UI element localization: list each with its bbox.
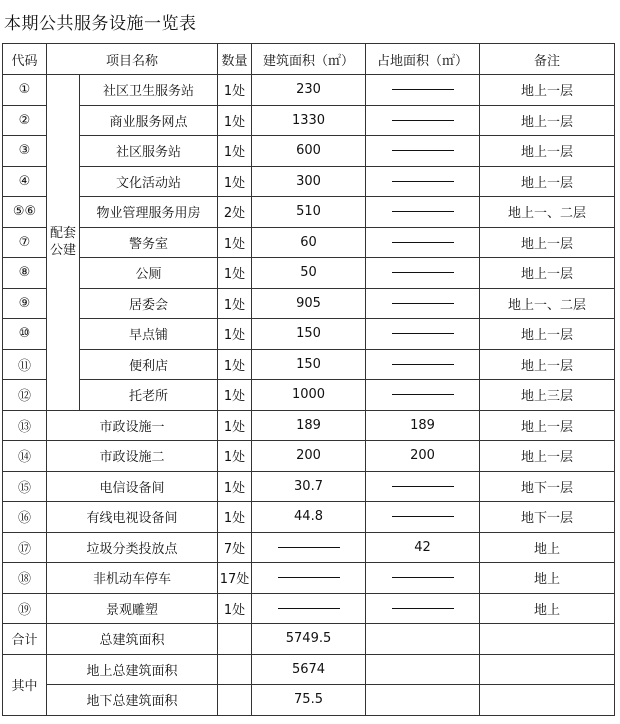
table-row xyxy=(3,227,615,258)
row-area xyxy=(252,563,366,594)
row-land xyxy=(366,258,480,289)
row-qty: 2处 xyxy=(218,197,252,228)
row-name: 市政设施一 xyxy=(47,410,218,441)
row-note: 地上 xyxy=(480,563,615,594)
dash-line xyxy=(392,333,454,334)
table-row xyxy=(3,441,615,472)
row-qty: 1处 xyxy=(218,441,252,472)
row-area: 50 xyxy=(252,258,366,289)
row-name: 物业管理服务用房 xyxy=(80,197,218,228)
row-code: ⑭ xyxy=(3,441,47,472)
row-qty: 1处 xyxy=(218,136,252,167)
page-title: 本期公共服务设施一览表 xyxy=(4,14,197,34)
row-name: 托老所 xyxy=(80,380,218,411)
row-land xyxy=(366,288,480,319)
row-name: 居委会 xyxy=(80,288,218,319)
row-area: 510 xyxy=(252,197,366,228)
dash-line xyxy=(392,577,454,578)
header-land-area: 占地面积（㎡） xyxy=(366,44,480,75)
total-row xyxy=(3,624,615,655)
row-name: 社区卫生服务站 xyxy=(80,75,218,106)
table-row xyxy=(3,197,615,228)
dash-line xyxy=(392,272,454,273)
row-name: 垃圾分类投放点 xyxy=(47,532,218,563)
dash-line xyxy=(392,211,454,212)
dash-line xyxy=(392,303,454,304)
above-name: 地上总建筑面积 xyxy=(47,654,218,685)
row-name: 警务室 xyxy=(80,227,218,258)
row-note: 地上一层 xyxy=(480,410,615,441)
row-qty: 1处 xyxy=(218,502,252,533)
category-label: 配套 公建 xyxy=(47,75,80,411)
row-code: ⑩ xyxy=(3,319,47,350)
row-code: ① xyxy=(3,75,47,106)
row-code: ③ xyxy=(3,136,47,167)
dash-line xyxy=(392,242,454,243)
row-area: 200 xyxy=(252,441,366,472)
table-row xyxy=(3,532,615,563)
row-land xyxy=(366,380,480,411)
row-area: 905 xyxy=(252,288,366,319)
row-code: ⑨ xyxy=(3,288,47,319)
row-qty: 1处 xyxy=(218,227,252,258)
row-note: 地上一层 xyxy=(480,349,615,380)
dash-line xyxy=(392,181,454,182)
header-name: 项目名称 xyxy=(47,44,218,75)
row-name: 电信设备间 xyxy=(47,471,218,502)
row-land xyxy=(366,349,480,380)
dash-line xyxy=(392,150,454,151)
empty-cell xyxy=(480,624,615,655)
above-value: 5674 xyxy=(252,654,366,685)
row-code: ⑮ xyxy=(3,471,47,502)
table-row xyxy=(3,563,615,594)
row-land: 189 xyxy=(366,410,480,441)
row-area: 60 xyxy=(252,227,366,258)
row-land xyxy=(366,136,480,167)
row-qty: 1处 xyxy=(218,75,252,106)
empty-cell xyxy=(366,685,480,716)
row-area: 1330 xyxy=(252,105,366,136)
row-name: 便利店 xyxy=(80,349,218,380)
row-code: ⑤⑥ xyxy=(3,197,47,228)
row-note: 地上 xyxy=(480,593,615,624)
total-value: 5749.5 xyxy=(252,624,366,655)
row-name: 文化活动站 xyxy=(80,166,218,197)
row-land xyxy=(366,75,480,106)
empty-cell xyxy=(366,624,480,655)
table-row xyxy=(3,471,615,502)
above-ground-row xyxy=(3,654,615,685)
row-land xyxy=(366,563,480,594)
row-area: 230 xyxy=(252,75,366,106)
row-area: 300 xyxy=(252,166,366,197)
row-code: ⑪ xyxy=(3,349,47,380)
row-area: 44.8 xyxy=(252,502,366,533)
row-note: 地上 xyxy=(480,532,615,563)
row-note: 地上三层 xyxy=(480,380,615,411)
row-name: 市政设施二 xyxy=(47,441,218,472)
row-land xyxy=(366,502,480,533)
row-qty: 1处 xyxy=(218,258,252,289)
table-row xyxy=(3,105,615,136)
dash-line xyxy=(392,364,454,365)
empty-cell xyxy=(218,685,252,716)
row-qty: 1处 xyxy=(218,166,252,197)
row-note: 地上一层 xyxy=(480,105,615,136)
empty-cell xyxy=(480,685,615,716)
row-land xyxy=(366,471,480,502)
row-code: ⑦ xyxy=(3,227,47,258)
row-land: 200 xyxy=(366,441,480,472)
row-code: ⑯ xyxy=(3,502,47,533)
row-land xyxy=(366,319,480,350)
row-note: 地上一层 xyxy=(480,136,615,167)
header-code: 代码 xyxy=(3,44,47,75)
row-name: 非机动车停车 xyxy=(47,563,218,594)
row-qty: 1处 xyxy=(218,593,252,624)
row-note: 地下一层 xyxy=(480,471,615,502)
row-qty: 1处 xyxy=(218,105,252,136)
dash-line xyxy=(278,608,340,609)
dash-line xyxy=(392,120,454,121)
dash-line xyxy=(278,547,340,548)
empty-cell xyxy=(218,654,252,685)
below-name: 地下总建筑面积 xyxy=(47,685,218,716)
row-name: 早点铺 xyxy=(80,319,218,350)
table-row xyxy=(3,319,615,350)
of-which-label: 其中 xyxy=(3,654,47,715)
row-note: 地上一层 xyxy=(480,319,615,350)
row-note: 地上一层 xyxy=(480,75,615,106)
row-land xyxy=(366,593,480,624)
row-note: 地上一、二层 xyxy=(480,288,615,319)
row-name: 社区服务站 xyxy=(80,136,218,167)
row-area: 1000 xyxy=(252,380,366,411)
table-row xyxy=(3,166,615,197)
row-qty: 7处 xyxy=(218,532,252,563)
row-land xyxy=(366,166,480,197)
row-code: ② xyxy=(3,105,47,136)
row-note: 地上一层 xyxy=(480,227,615,258)
row-land xyxy=(366,227,480,258)
empty-cell xyxy=(366,654,480,685)
row-qty: 1处 xyxy=(218,471,252,502)
below-value: 75.5 xyxy=(252,685,366,716)
row-name: 有线电视设备间 xyxy=(47,502,218,533)
row-qty: 1处 xyxy=(218,319,252,350)
row-code: ⑧ xyxy=(3,258,47,289)
row-area xyxy=(252,532,366,563)
row-note: 地上一、二层 xyxy=(480,197,615,228)
row-code: ⑲ xyxy=(3,593,47,624)
row-area: 150 xyxy=(252,349,366,380)
row-name: 商业服务网点 xyxy=(80,105,218,136)
table-row xyxy=(3,136,615,167)
row-area: 150 xyxy=(252,319,366,350)
row-land: 42 xyxy=(366,532,480,563)
table-row xyxy=(3,410,615,441)
dash-line xyxy=(392,89,454,90)
row-note: 地上一层 xyxy=(480,258,615,289)
dash-line xyxy=(392,394,454,395)
table-row xyxy=(3,288,615,319)
row-land xyxy=(366,105,480,136)
table-row xyxy=(3,75,615,106)
below-ground-row xyxy=(3,685,615,716)
header-row xyxy=(3,44,615,75)
row-note: 地下一层 xyxy=(480,502,615,533)
row-qty: 17处 xyxy=(218,563,252,594)
empty-cell xyxy=(218,624,252,655)
row-qty: 1处 xyxy=(218,349,252,380)
header-note: 备注 xyxy=(480,44,615,75)
row-code: ⑫ xyxy=(3,380,47,411)
table-row xyxy=(3,380,615,411)
facilities-table xyxy=(2,43,615,716)
dash-line xyxy=(392,486,454,487)
row-note: 地上一层 xyxy=(480,166,615,197)
row-code: ④ xyxy=(3,166,47,197)
empty-cell xyxy=(480,654,615,685)
row-area: 189 xyxy=(252,410,366,441)
row-area: 600 xyxy=(252,136,366,167)
row-name: 公厕 xyxy=(80,258,218,289)
header-qty: 数量 xyxy=(218,44,252,75)
row-area: 30.7 xyxy=(252,471,366,502)
total-label: 合计 xyxy=(3,624,47,655)
row-note: 地上一层 xyxy=(480,441,615,472)
header-building-area: 建筑面积（㎡） xyxy=(252,44,366,75)
total-name: 总建筑面积 xyxy=(47,624,218,655)
table-row xyxy=(3,349,615,380)
row-qty: 1处 xyxy=(218,380,252,411)
row-name: 景观雕塑 xyxy=(47,593,218,624)
row-code: ⑬ xyxy=(3,410,47,441)
table-row xyxy=(3,258,615,289)
row-code: ⑱ xyxy=(3,563,47,594)
dash-line xyxy=(392,516,454,517)
table-row xyxy=(3,593,615,624)
row-qty: 1处 xyxy=(218,288,252,319)
row-land xyxy=(366,197,480,228)
row-qty: 1处 xyxy=(218,410,252,441)
table-row xyxy=(3,502,615,533)
row-area xyxy=(252,593,366,624)
dash-line xyxy=(278,577,340,578)
row-code: ⑰ xyxy=(3,532,47,563)
dash-line xyxy=(392,608,454,609)
